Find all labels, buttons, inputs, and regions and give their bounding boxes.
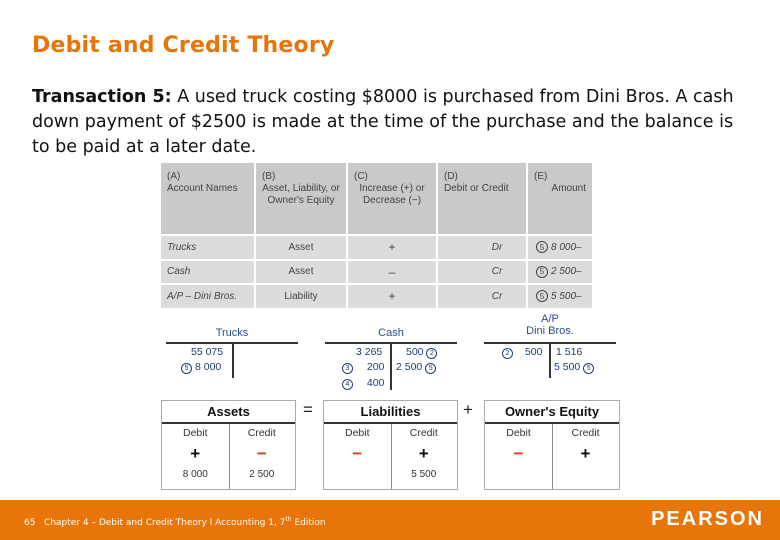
assets-debit-amount: 8 000 (182, 469, 208, 480)
liabilities-credit-sign: + (418, 444, 429, 463)
cell-debit-credit: Cr (438, 261, 528, 284)
transaction-description (32, 85, 744, 160)
pearson-logo: PEARSON (651, 508, 764, 530)
cell-amount: 5 8 000– (528, 236, 592, 259)
cell-change: + (348, 285, 438, 308)
cell-debit-credit: Cr (438, 285, 528, 308)
transaction-text: A used truck costing $8000 is purchased from Dini Bros. A cash down payment of $2500 is made at the time of the purchase and the balance is to be paid at a later date. (32, 87, 734, 157)
liabilities-debit-label: Debit (344, 427, 370, 439)
transaction-label: Transaction 5: (32, 87, 172, 107)
equity-heading: Owner's Equity (504, 404, 600, 419)
liabilities-credit-amount: 5 500 (411, 469, 437, 480)
accounting-equation (161, 400, 620, 490)
assets-credit-amount: 2 500 (249, 469, 275, 480)
cash-balance: 3 265 (356, 346, 383, 358)
cash-credit-entry-2: 500 2 (406, 346, 440, 359)
ap-balance: 1 516 (556, 346, 583, 358)
t-account-trucks-title: Trucks (215, 327, 249, 339)
cell-account: Trucks (161, 236, 256, 259)
cell-type: Asset (256, 236, 348, 259)
chapter-info: Chapter 4 – Debit and Credit Theory l Accounting 1, 7 (44, 518, 286, 528)
cell-change: + (348, 236, 438, 259)
assets-credit-label: Credit (247, 427, 276, 439)
t-account-cash-title: Cash (378, 327, 404, 339)
liabilities-heading: Liabilities (360, 404, 421, 419)
cell-account: Cash (161, 261, 256, 284)
equity-debit-label: Debit (506, 427, 531, 439)
header-increase-decrease: (C) Increase (+) or Decrease (−) (348, 163, 438, 234)
equity-credit-label: Credit (571, 427, 600, 439)
cash-debit-entry-4: 4 400 (342, 377, 384, 390)
t-account-cash-divider (390, 342, 392, 390)
t-account-trucks-divider (232, 342, 234, 378)
footer-bar (0, 500, 780, 540)
cash-credit-entry-5: 2 500 5 (396, 361, 439, 374)
table-row (161, 259, 592, 284)
equity-debit-sign: − (513, 444, 524, 463)
header-debit-credit: (D) Debit or Credit (438, 163, 528, 234)
assets-box (161, 400, 296, 490)
equals-sign: = (303, 400, 313, 419)
circled-number-icon: 5 (583, 363, 594, 374)
cell-amount: 5 2 500– (528, 261, 592, 284)
header-classification: (B) Asset, Liability, or Owner's Equity (256, 163, 348, 234)
owners-equity-box (484, 400, 620, 490)
edition-text: Edition (291, 518, 326, 528)
circled-number-icon: 2 (502, 348, 513, 359)
cash-debit-entry-3: 3 200 (342, 361, 384, 374)
cell-type: Liability (256, 285, 348, 308)
account-analysis-table (161, 163, 592, 308)
header-amount: (E) Amount (534, 171, 586, 194)
footer-meta (24, 516, 326, 528)
trucks-debit-entry: 5 8 000 (181, 361, 221, 374)
header-account-names: (A) Account Names (161, 163, 256, 234)
assets-debit-label: Debit (182, 427, 208, 439)
cell-amount: 5 5 500– (528, 285, 592, 308)
liabilities-credit-label: Credit (409, 427, 438, 439)
assets-heading: Assets (207, 404, 250, 419)
ap-debit-entry: 2 500 (502, 346, 542, 359)
plus-sign: + (463, 400, 473, 419)
liabilities-debit-sign: − (352, 444, 363, 463)
trucks-balance: 55 075 (191, 346, 224, 358)
slide-title: Debit and Credit Theory (32, 33, 335, 58)
cell-type: Asset (256, 261, 348, 284)
t-account-ap-title: A/P Dini Bros. (526, 313, 574, 337)
assets-credit-sign: − (256, 444, 267, 463)
page-number: 65 (24, 518, 36, 528)
table-header (161, 163, 592, 234)
superscript: th (285, 516, 292, 523)
cell-debit-credit: Dr (438, 236, 528, 259)
cell-account: A/P – Dini Bros. (161, 285, 256, 308)
t-account-ap-divider (549, 342, 551, 378)
circled-number-icon: 2 (426, 348, 437, 359)
circled-number-icon: 5 (181, 363, 192, 374)
ap-credit-entry: 5 500 5 (554, 361, 597, 374)
circled-number-icon: 5 (536, 266, 548, 278)
circled-number-icon: 5 (536, 241, 548, 253)
circled-number-icon: 3 (342, 363, 353, 374)
table-row (161, 283, 592, 308)
cell-change: – (348, 261, 438, 284)
circled-number-icon: 5 (536, 290, 548, 302)
assets-debit-sign: + (190, 444, 201, 463)
circled-number-icon: 5 (425, 363, 436, 374)
circled-number-icon: 4 (342, 379, 353, 390)
table-row (161, 234, 592, 259)
liabilities-box (323, 400, 458, 490)
equity-credit-sign: + (580, 444, 591, 463)
